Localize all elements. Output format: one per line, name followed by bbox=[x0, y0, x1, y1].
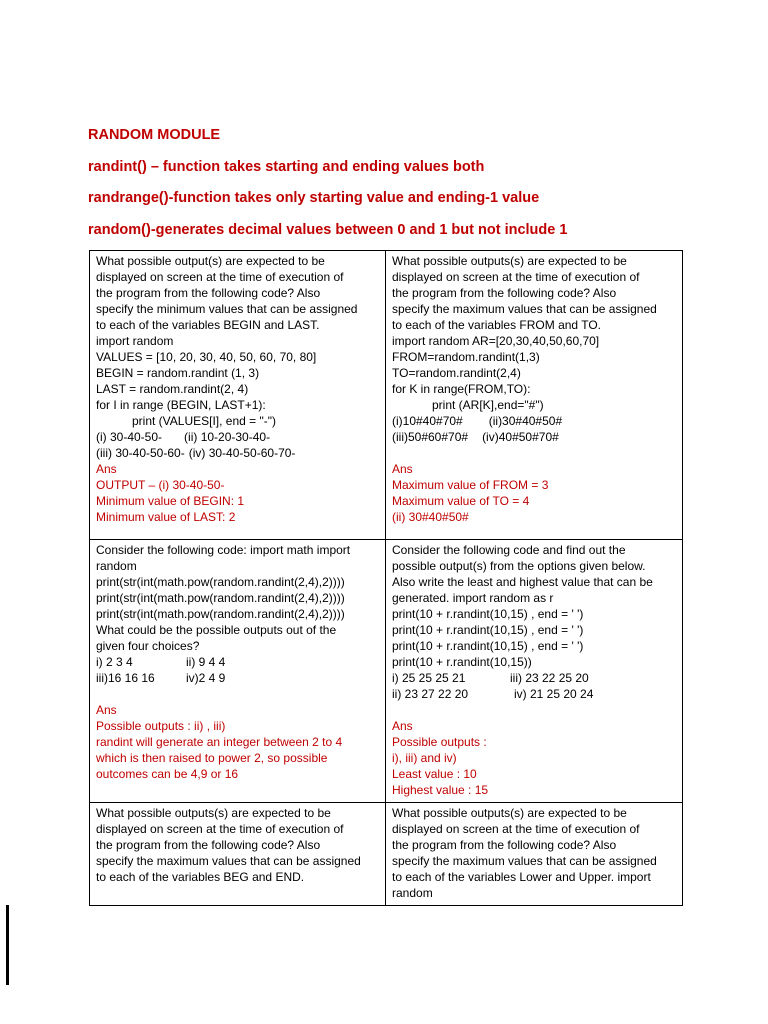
question-line: random bbox=[96, 559, 137, 573]
question-line: What possible outputs(s) are expected to be bbox=[392, 806, 627, 820]
code-line: print(10 + r.randint(10,15) , end = ' ') bbox=[392, 623, 584, 637]
code-line: import random bbox=[96, 334, 174, 348]
option: iv)2 4 9 bbox=[186, 671, 226, 685]
answer-line: Ans bbox=[392, 462, 413, 476]
code-line: for I in range (BEGIN, LAST+1): bbox=[96, 398, 266, 412]
question-cell-5 bbox=[90, 803, 386, 906]
code-line: print(str(int(math.pow(random.randint(2,4),2)))) bbox=[96, 575, 345, 589]
page-edge-line bbox=[6, 905, 9, 985]
answer-line: randint will generate an integer between 2 to 4 bbox=[96, 735, 343, 749]
option-row bbox=[392, 670, 676, 686]
code-line: VALUES = [10, 20, 30, 40, 50, 60, 70, 80] bbox=[96, 350, 317, 364]
option: (ii)30#40#50# bbox=[488, 414, 563, 428]
answer-line: Minimum value of LAST: 2 bbox=[96, 510, 236, 524]
question-line: Consider the following code: import math import bbox=[96, 543, 351, 557]
answer-line: Highest value : 15 bbox=[392, 783, 489, 797]
option-row bbox=[96, 429, 379, 445]
option: i) 2 3 4 bbox=[96, 655, 133, 669]
question-line: specify the maximum values that can be assigned bbox=[392, 854, 657, 868]
code-line: TO=random.randint(2,4) bbox=[392, 366, 521, 380]
option: iii) 23 22 25 20 bbox=[510, 671, 589, 685]
option: iv) 21 25 20 24 bbox=[514, 687, 594, 701]
option: (iii) 30-40-50-60- bbox=[96, 446, 185, 460]
code-line: for K in range(FROM,TO): bbox=[392, 382, 531, 396]
code-line: print (AR[K],end="#") bbox=[432, 398, 544, 412]
question-line: random bbox=[392, 886, 433, 900]
question-line: possible output(s) from the options given below. bbox=[392, 559, 646, 573]
answer-line: OUTPUT – (i) 30-40-50- bbox=[96, 478, 225, 492]
answer-line: outcomes can be 4,9 or 16 bbox=[96, 767, 239, 781]
option: (iv)40#50#70# bbox=[482, 430, 559, 444]
answer-line: Ans bbox=[96, 703, 117, 717]
answer-line: i), iii) and iv) bbox=[392, 751, 457, 765]
answer-line: Possible outputs : bbox=[392, 735, 487, 749]
option: ii) 9 4 4 bbox=[186, 655, 226, 669]
question-line: displayed on screen at the time of execution of bbox=[96, 822, 344, 836]
answer-line: Possible outputs : ii) , iii) bbox=[96, 719, 226, 733]
option: (ii) 10-20-30-40- bbox=[184, 430, 271, 444]
answer-line: Ans bbox=[96, 462, 117, 476]
question-line: specify the maximum values that can be assigned bbox=[392, 302, 657, 316]
question-line: Also write the least and highest value that can be bbox=[392, 575, 653, 589]
option-row bbox=[392, 429, 676, 445]
code-line: import random AR=[20,30,40,50,60,70] bbox=[392, 334, 600, 348]
question-line: given four choices? bbox=[96, 639, 200, 653]
code-line: print(str(int(math.pow(random.randint(2,4),2)))) bbox=[96, 607, 345, 621]
headings bbox=[88, 126, 728, 252]
question-cell-6 bbox=[386, 803, 683, 906]
question-line: displayed on screen at the time of execution of bbox=[96, 270, 344, 284]
question-line: the program from the following code? Also bbox=[96, 838, 321, 852]
code-line: print (VALUES[I], end = "-") bbox=[132, 414, 277, 428]
question-cell-2 bbox=[386, 251, 683, 540]
question-cell-1 bbox=[90, 251, 386, 540]
question-line: to each of the variables Lower and Upper. import bbox=[392, 870, 651, 884]
code-line: FROM=random.randint(1,3) bbox=[392, 350, 540, 364]
option-row bbox=[96, 670, 379, 686]
answer-line: Minimum value of BEGIN: 1 bbox=[96, 494, 245, 508]
question-line: specify the minimum values that can be assigned bbox=[96, 302, 358, 316]
question-line: What possible outputs(s) are expected to be bbox=[96, 806, 331, 820]
code-line: print(10 + r.randint(10,15)) bbox=[392, 655, 532, 669]
question-line: to each of the variables BEGIN and LAST. bbox=[96, 318, 320, 332]
question-line: What possible output(s) are expected to be bbox=[96, 254, 325, 268]
option-row bbox=[392, 686, 676, 702]
random-heading: random()-generates decimal values between 0 and 1 but not include 1 bbox=[88, 221, 568, 238]
option: (iii)50#60#70# bbox=[392, 430, 469, 444]
code-line: print(10 + r.randint(10,15) , end = ' ') bbox=[392, 607, 584, 621]
answer-line: Maximum value of FROM = 3 bbox=[392, 478, 549, 492]
answer-line: Maximum value of TO = 4 bbox=[392, 494, 530, 508]
question-line: generated. import random as r bbox=[392, 591, 554, 605]
option: (i) 30-40-50- bbox=[96, 430, 163, 444]
answer-line: Least value : 10 bbox=[392, 767, 477, 781]
table-row bbox=[90, 540, 683, 803]
answer-line: Ans bbox=[392, 719, 413, 733]
questions-table bbox=[89, 250, 683, 906]
question-line: What possible outputs(s) are expected to be bbox=[392, 254, 627, 268]
code-line: BEGIN = random.randint (1, 3) bbox=[96, 366, 260, 380]
question-line: Consider the following code and find out the bbox=[392, 543, 626, 557]
option: iii)16 16 16 bbox=[96, 671, 155, 685]
code-line: print(str(int(math.pow(random.randint(2,4),2)))) bbox=[96, 591, 345, 605]
question-line: specify the maximum values that can be assigned bbox=[96, 854, 361, 868]
question-line: to each of the variables FROM and TO. bbox=[392, 318, 601, 332]
table-row bbox=[90, 803, 683, 906]
option: (iv) 30-40-50-60-70- bbox=[188, 446, 296, 460]
option-row bbox=[392, 413, 676, 429]
module-title: RANDOM MODULE bbox=[88, 127, 221, 143]
randrange-heading: randrange()-function takes only starting value and ending-1 value bbox=[88, 190, 540, 206]
question-line: displayed on screen at the time of execution of bbox=[392, 270, 640, 284]
question-line: to each of the variables BEG and END. bbox=[96, 870, 305, 884]
code-line: print(10 + r.randint(10,15) , end = ' ') bbox=[392, 639, 584, 653]
option: (i)10#40#70# bbox=[392, 414, 463, 428]
question-cell-3 bbox=[90, 540, 386, 803]
code-line: LAST = random.randint(2, 4) bbox=[96, 382, 249, 396]
table-row bbox=[90, 251, 683, 540]
answer-line: which is then raised to power 2, so possible bbox=[96, 751, 328, 765]
option-row bbox=[96, 654, 379, 670]
randint-heading: randint() – function takes starting and ending values both bbox=[88, 158, 485, 175]
question-line: the program from the following code? Also bbox=[392, 286, 617, 300]
question-line: displayed on screen at the time of execution of bbox=[392, 822, 640, 836]
question-line: What could be the possible outputs out of the bbox=[96, 623, 337, 637]
question-line: the program from the following code? Also bbox=[392, 838, 617, 852]
question-line: the program from the following code? Also bbox=[96, 286, 321, 300]
option: i) 25 25 25 21 bbox=[392, 671, 466, 685]
option-row bbox=[96, 445, 379, 461]
option: ii) 23 27 22 20 bbox=[392, 687, 469, 701]
question-cell-4 bbox=[386, 540, 683, 803]
answer-line: (ii) 30#40#50# bbox=[392, 510, 469, 524]
